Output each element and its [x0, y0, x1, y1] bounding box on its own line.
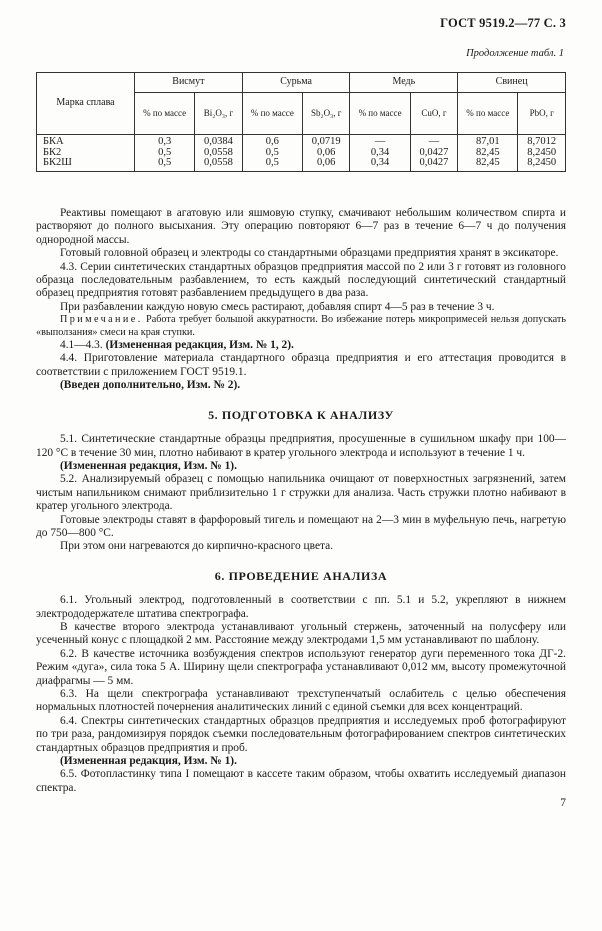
table-cell: БКА	[37, 135, 135, 148]
subheader-oxide-grams: PbO, г	[518, 93, 566, 135]
composition-table	[36, 72, 566, 172]
section-heading: 6. ПРОВЕДЕНИЕ АНАЛИЗА	[214, 568, 388, 583]
paragraph: При этом они нагреваются до кирпично-красного цвета.	[60, 540, 334, 553]
table-cell: 82,45	[458, 158, 518, 171]
table-cell: 0,6	[242, 135, 302, 148]
table-cell: 8,7012	[518, 135, 566, 148]
document-body	[36, 207, 566, 795]
group-header-bismuth: Висмут	[135, 73, 243, 93]
page-header: ГОСТ 9519.2—77 С. 3	[440, 16, 566, 30]
table-cell: 0,34	[350, 158, 410, 171]
paragraph: В качестве второго электрода устанавливают угольный стержень, заточенный на полусферу или усеченный конус с площадкой 2 мм. Расстояние между электродами 1,5 мм устанавливают по шаблону.	[36, 620, 566, 647]
table-cell: 8,2450	[518, 148, 566, 159]
note-label: Примечание.	[60, 314, 143, 326]
table-cell: 0,0427	[410, 158, 457, 171]
table-cell: БК2	[37, 148, 135, 159]
paragraph: 6.4. Спектры синтетических стандартных образцов предприятия и исследуемых проб фотографируют по три раза, рандомизируя порядок съемки последовательным фотографированием спектров синтетических стандартных образцов предприятия и проб.	[36, 714, 566, 754]
edit-note-bold: (Измененная редакция, Изм. № 1).	[60, 459, 237, 472]
edit-note-bold: (Введен дополнительно, Изм. № 2).	[60, 379, 241, 392]
table-cell: 0,3	[135, 135, 195, 148]
paragraph: 6.5. Фотопластинку типа I помещают в кассете таким образом, чтобы охватить исследуемый диапазон спектра.	[36, 768, 566, 794]
edit-note	[36, 379, 566, 392]
table-cell: 0,06	[302, 148, 349, 159]
table-cell: 87,01	[458, 135, 518, 148]
paragraph: 4.4. Приготовление материала стандартного образца предприятия и его аттестация проводится в соответствии с приложением ГОСТ 9519.1.	[36, 352, 566, 378]
table-cell: 0,0719	[302, 135, 349, 148]
page-number: 7	[560, 797, 566, 809]
table-cell: 0,5	[242, 158, 302, 171]
subheader-oxide-grams: Bi₂O₃, г	[195, 93, 242, 135]
edit-note	[36, 460, 566, 473]
subheader-mass-percent: % по массе	[458, 93, 518, 135]
subheader-mass-percent: % по массе	[350, 93, 410, 135]
paragraph: 5.2. Анализируемый образец с помощью напильника очищают от поверхностных загрязнений, затем чистым напильником снимают приблизительно 1 г стружки для анализа. Часть стружки плотно набивают в кратер угольного электрода.	[36, 473, 566, 513]
note	[36, 314, 566, 339]
table-cell: БК2Ш	[37, 158, 135, 171]
table-cell: 0,06	[302, 158, 349, 171]
paragraph: При разбавлении каждую новую смесь растирают, добавляя спирт 4—5 раз в течение 3 ч.	[60, 300, 495, 313]
subheader-oxide-grams: CuO, г	[410, 93, 457, 135]
table-cell: 0,5	[135, 158, 195, 171]
table-cell: 0,0558	[195, 158, 242, 171]
table-cell: 0,0558	[195, 148, 242, 159]
note-text: Работа требует большой аккуратности. Во избежание потерь микропримесей нельзя допускать «выползания» смеси на края ступки.	[36, 314, 566, 338]
table-cell: 0,0427	[410, 148, 457, 159]
subheader-mass-percent: % по массе	[135, 93, 195, 135]
paragraph: 5.1. Синтетические стандартные образцы предприятия, просушенные в сушильном шкафу при 100—120 °С в течение 30 мин, плотно набивают в кратер угольного электрода и используют в течение 1 ч.	[36, 433, 566, 459]
table-cell: 82,45	[458, 148, 518, 159]
table-cell: 0,34	[350, 148, 410, 159]
table-row	[37, 158, 566, 171]
subheader-mass-percent: % по массе	[242, 93, 302, 135]
table-cell: —	[410, 135, 457, 148]
paragraph: Готовые электроды ставят в фарфоровый тигель и помещают на 2—3 мин в муфельную печь, нагретую до 750—800 °С.	[36, 513, 566, 539]
table-cell: —	[350, 135, 410, 148]
group-header-lead: Свинец	[458, 73, 566, 93]
paragraph: Реактивы помещают в агатовую или яшмовую ступку, смачивают небольшим количеством спирта и растворяют до полного высыхания. Эту операцию повторяют 6—7 раз в течение 6—7 ч до получения однородной массы.	[36, 207, 566, 246]
group-header-copper: Медь	[350, 73, 458, 93]
edit-note-bold: (Измененная редакция, Изм. № 1).	[60, 755, 237, 768]
paragraph: 4.3. Серии синтетических стандартных образцов предприятия массой по 2 или 3 г готовят из головного образца последовательным разбавлением, то есть каждый последующий синтетический стандартный образец предприятия готовят разбавлением предыдущего в два раза.	[36, 260, 566, 300]
edit-note-range: 4.1—4.3.	[60, 339, 106, 352]
subheader-oxide-grams: Sb₂O₃, г	[302, 93, 349, 135]
table-cell: 0,5	[135, 148, 195, 159]
edit-note	[36, 755, 566, 768]
paragraph: 6.1. Угольный электрод, подготовленный в соответствии с пп. 5.1 и 5.2, укрепляют в нижнем электрододержателе штатива спектрографа.	[36, 594, 566, 620]
group-header-antimony: Сурьма	[242, 73, 350, 93]
edit-note	[36, 339, 566, 352]
table-cell: 0,5	[242, 148, 302, 159]
paragraph: 6.2. В качестве источника возбуждения спектров используют генератор дуги переменного тока ДГ-2. Режим «дуга», сила тока 5 А. Ширину щели спектрографа устанавливают 0,012 мм, высоту промежуточной диафрагмы — 5 мм.	[36, 647, 566, 687]
table-cell: 8,2450	[518, 158, 566, 171]
edit-note-bold: (Измененная редакция, Изм. № 1, 2).	[105, 339, 294, 352]
brand-column-header: Марка сплава	[37, 73, 135, 135]
table-cell: 0,0384	[195, 135, 242, 148]
table-row	[37, 135, 566, 148]
paragraph: Готовый головной образец и электроды со стандартными образцами предприятия хранят в эксикаторе.	[60, 247, 559, 260]
paragraph: 6.3. На щели спектрографа устанавливают трехступенчатый ослабитель с целью обеспечения нормальных плотностей почернения аналитических линий с единой съемки для всех концентраций.	[36, 688, 566, 714]
section-heading: 5. ПОДГОТОВКА К АНАЛИЗУ	[208, 407, 394, 422]
table-continuation-label: Продолжение табл. 1	[466, 48, 564, 59]
